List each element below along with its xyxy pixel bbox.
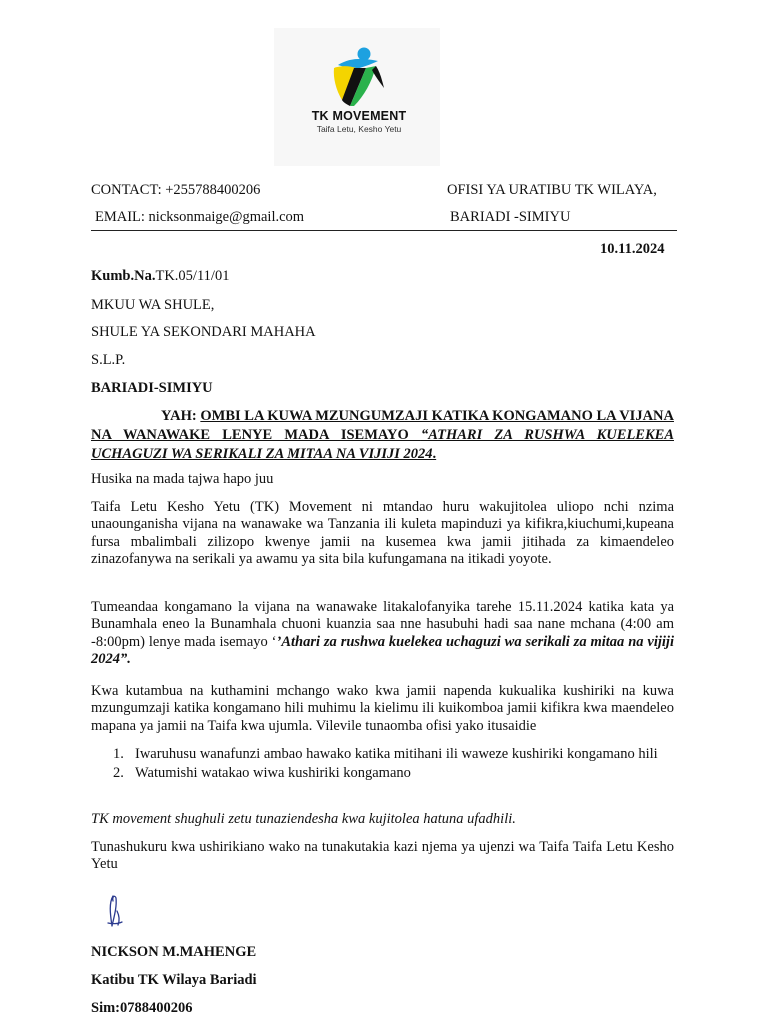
office-line-1: OFISI YA URATIBU TK WILAYA, bbox=[447, 182, 657, 198]
contact-line: CONTACT: +255788400206 bbox=[91, 182, 261, 198]
list-number: 1. bbox=[113, 746, 124, 762]
reference-label: Kumb.Na. bbox=[91, 268, 156, 284]
reference-value: TK.05/11/01 bbox=[155, 268, 230, 284]
recipient-line-4: BARIADI-SIMIYU bbox=[91, 380, 213, 396]
list-number: 2. bbox=[113, 765, 124, 782]
logo-tagline: Taifa Letu, Kesho Yetu bbox=[316, 124, 402, 134]
paragraph-2-text: Tumeandaa kongamano la vijana na wanawake litakalofanyika tarehe 15.11.2024 katika kata ya Bunamhala eneo la Bunamhala chuoni kuanzia saa nne hasubuhi hadi saa nane mchana (4:00 am -8:00pm) lenye mada isemayo ‘ bbox=[91, 599, 674, 650]
recipient-line-2: SHULE YA SEKONDARI MAHAHA bbox=[91, 324, 316, 340]
recipient-line-1: MKUU WA SHULE, bbox=[91, 297, 215, 313]
list-item-text: Watumishi watakao wiwa kushiriki kongamano bbox=[135, 765, 411, 782]
header-divider bbox=[91, 230, 677, 231]
reference-line bbox=[91, 268, 229, 285]
intro-line: Husika na mada tajwa hapo juu bbox=[91, 471, 274, 487]
subject-quote: “ATHARI ZA RUSHWA KUELEKEA UCHAGUZI WA SERIKALI ZA MITAA NA VIJIJI 2024 bbox=[91, 427, 674, 462]
list-item-text: Iwaruhusu wanafunzi ambao hawako katika mitihani ili waweze kushiriki kongamano hili bbox=[135, 746, 658, 762]
paragraph-2-quote: ’Athari za rushwa kuelekea uchaguzi wa serikali za mitaa na vijiji 2024”. bbox=[91, 633, 674, 667]
signatory-title: Katibu TK Wilaya Bariadi bbox=[91, 972, 257, 988]
logo-right-arm bbox=[372, 66, 384, 88]
list-item bbox=[113, 765, 675, 782]
recipient-line-3: S.L.P. bbox=[91, 352, 126, 368]
subject-block bbox=[91, 407, 674, 464]
note-line: TK movement shughuli zetu tunaziendesha kwa kujitolea hatuna ufadhili. bbox=[91, 811, 516, 827]
subject-end: . bbox=[432, 446, 437, 462]
subject-main: OMBI LA KUWA MZUNGUMZAJI KATIKA KONGAMANO LA VIJANA NA WANAWAKE LENYE MADA ISEMAYO bbox=[91, 408, 674, 443]
logo-title: TK MOVEMENT bbox=[311, 109, 407, 123]
thanks-paragraph: Tunashukuru kwa ushirikiano wako na tunakutakia kazi njema ya ujenzi wa Taifa Taifa Letu Kesho Yetu bbox=[91, 839, 674, 873]
paragraph-1: Taifa Letu Kesho Yetu (TK) Movement ni mtandao huru wakujitolea uliopo nchi nzima unaounganisha vijana na wanawake wa Tanzania ili kuleta mapinduzi ya kifikra,kiuchumi,kupeana fursa mbalimbali zilizopo kwenye jamii na kusemea kwa jamii jitihada za kimaendeleo zinazofanywa na serikali ya awamu ya sita bila kufungamana na itikadi yoyote. bbox=[91, 499, 674, 567]
letter-date: 10.11.2024 bbox=[600, 241, 665, 257]
paragraph-2 bbox=[91, 599, 674, 668]
tk-movement-logo-icon bbox=[328, 46, 390, 110]
subject-prefix: YAH: bbox=[161, 408, 201, 424]
signatory-phone: Sim:0788400206 bbox=[91, 1000, 193, 1016]
request-list bbox=[113, 746, 675, 783]
signatory-name: NICKSON M.MAHENGE bbox=[91, 944, 257, 960]
logo-head-circle bbox=[358, 48, 371, 61]
handwritten-signature bbox=[104, 893, 126, 929]
office-line-2: BARIADI -SIMIYU bbox=[450, 209, 571, 225]
list-item bbox=[113, 746, 675, 763]
email-line: EMAIL: nicksonmaige@gmail.com bbox=[95, 209, 305, 225]
paragraph-3: Kwa kutambua na kuthamini mchango wako kwa jamii napenda kukualika kushiriki na kuwa mzungumzaji katika kongamano hili muhimu la kielimu ili kuikomboa jamii kifikra kwa maendeleo mapana ya jamii na Taifa kwa ujumla. Vilevile tunaomba ofisi yako itusaidie bbox=[91, 683, 674, 734]
